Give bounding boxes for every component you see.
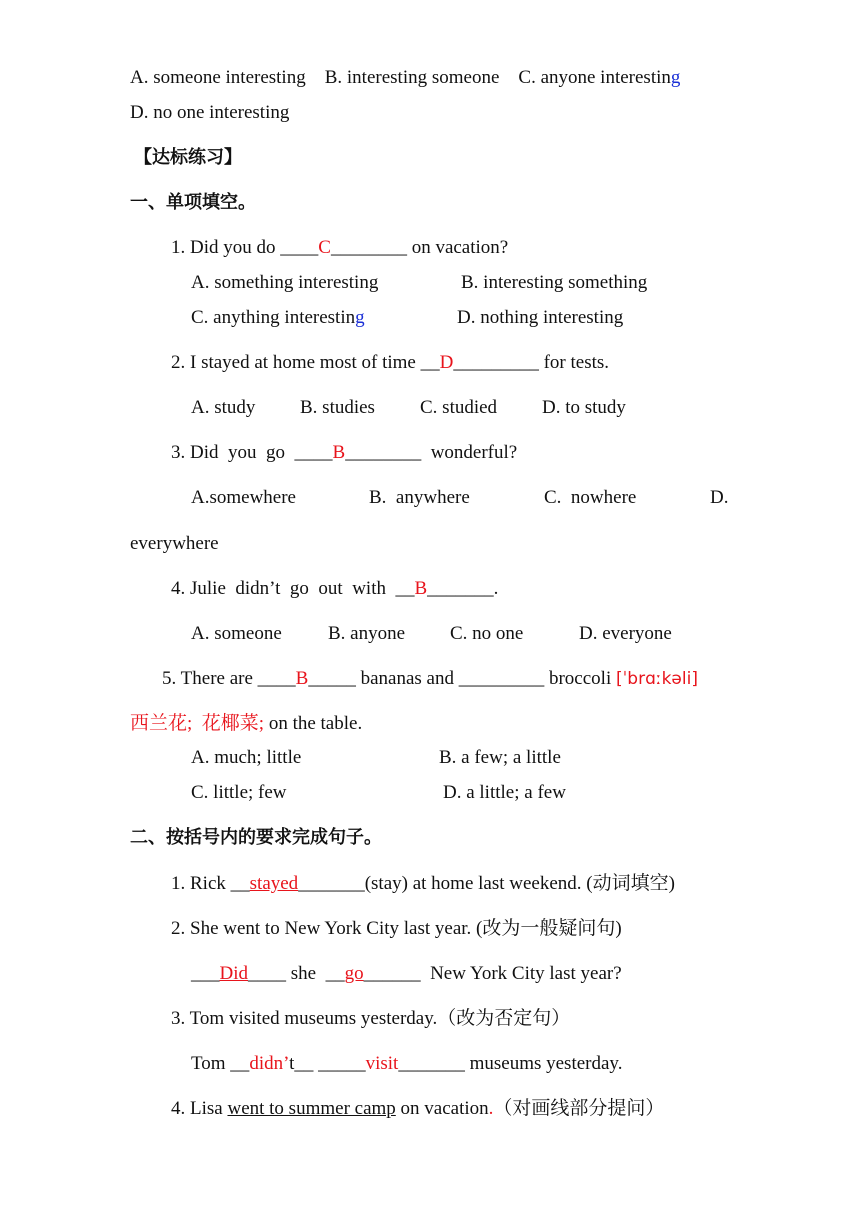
chinese-gloss: 西兰花; 花椰菜; <box>130 713 265 734</box>
s1-q1-option-b: B. interesting something <box>461 272 648 293</box>
intro-option-b: B. interesting someone <box>324 67 500 88</box>
answer: stayed <box>249 873 299 894</box>
answer: Did <box>219 963 248 984</box>
s1-q5-continuation: 西兰花; 花椰菜; on the table. <box>130 713 363 734</box>
answer: B <box>332 442 346 463</box>
s1-q2-option-a: A. study <box>191 397 256 418</box>
s1-question-5: 5. There are ____B_____ bananas and _________ broccoli [ˈbrɑːkəli] <box>162 668 698 689</box>
section2-heading: 二、按括号内的要求完成句子。 <box>130 827 382 848</box>
s1-q4-option-d: D. everyone <box>579 623 672 644</box>
s1-q2-option-c: C. studied <box>420 397 498 418</box>
s1-question-1: 1. Did you do ____C________ on vacation? <box>171 237 509 258</box>
s1-q1-option-a: A. something interesting <box>191 272 379 293</box>
s2-question-1: 1. Rick __stayed_______(stay) at home last weekend. (动词填空) <box>171 873 675 894</box>
s1-q1-option-c: C. anything interesting <box>191 307 365 328</box>
ipa-pronunciation: [ˈbrɑːkəli] <box>615 669 698 689</box>
s1-q3-option-c: C. nowhere <box>544 487 637 508</box>
s1-question-2: 2. I stayed at home most of time __D_________ for tests. <box>171 352 610 373</box>
s1-question-3: 3. Did you go ____B________ wonderful? <box>171 442 518 463</box>
answer: D <box>439 352 454 373</box>
s1-q3-option-d-prefix: D. <box>710 487 729 508</box>
s1-q4-option-a: A. someone <box>191 623 282 644</box>
intro-option-d: D. no one interesting <box>130 102 290 123</box>
s1-q5-option-a: A. much; little <box>191 747 302 768</box>
answer: B <box>414 578 428 599</box>
s1-q1-option-d: D. nothing interesting <box>457 307 624 328</box>
s1-q5-option-d: D. a little; a few <box>443 782 566 803</box>
s2-q2-answer-line: ___Did____ she __go______ New York City last year? <box>191 963 622 984</box>
intro-options-row1 <box>130 66 680 90</box>
practice-heading: 【达标练习】 <box>134 147 242 168</box>
s1-q4-option-c: C. no one <box>450 623 524 644</box>
s1-q5-option-c: C. little; few <box>191 782 287 803</box>
s1-question-4: 4. Julie didn’t go out with __B_______. <box>171 578 499 599</box>
s1-q3-option-d-word: everywhere <box>130 533 219 554</box>
s1-q3-option-a: A.somewhere <box>191 487 296 508</box>
s1-q2-option-b: B. studies <box>300 397 375 418</box>
s1-q2-option-d: D. to study <box>542 397 626 418</box>
s2-q3-answer-line: Tom __didn’t__ _____visit_______ museums yesterday. <box>191 1053 623 1074</box>
underlined-phrase: went to summer camp <box>227 1098 396 1119</box>
s2-question-3: 3. Tom visited museums yesterday.（改为否定句） <box>171 1008 571 1029</box>
section1-heading: 一、单项填空。 <box>130 192 256 213</box>
s2-question-4: 4. Lisa went to summer camp on vacation.（对画线部分提问） <box>171 1098 665 1119</box>
answer: visit <box>365 1053 399 1074</box>
s1-q5-option-b: B. a few; a little <box>439 747 561 768</box>
answer: C <box>318 237 331 258</box>
s1-q3-option-b: B. anywhere <box>369 487 470 508</box>
answer: go <box>344 963 364 984</box>
s1-q4-option-b: B. anyone <box>328 623 406 644</box>
s2-question-2: 2. She went to New York City last year. (改为一般疑问句) <box>171 918 622 939</box>
intro-option-c: C. anyone interesting <box>518 67 681 88</box>
intro-option-a: A. someone interesting <box>130 67 306 88</box>
answer: B <box>295 668 309 689</box>
answer: didn’ <box>249 1053 290 1074</box>
